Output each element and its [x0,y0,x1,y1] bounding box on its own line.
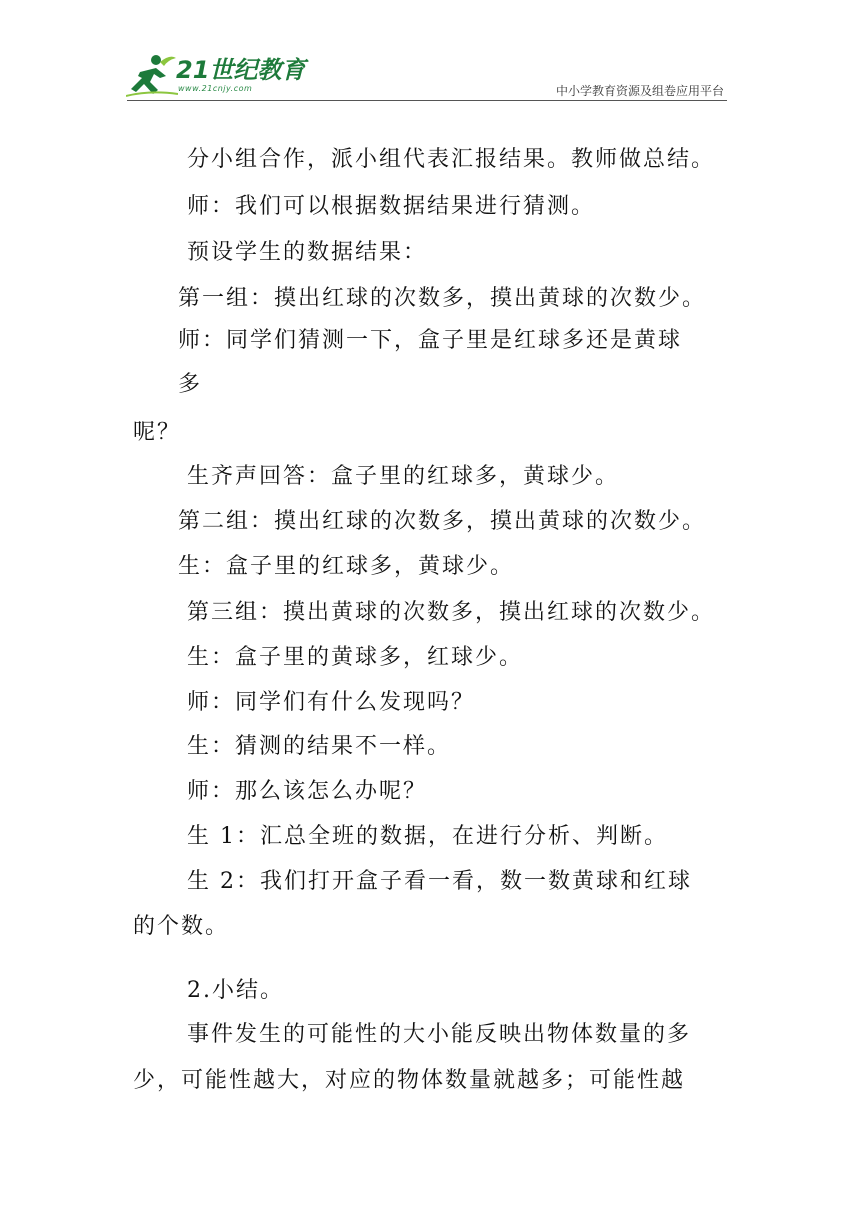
paragraph-line: 分小组合作，派小组代表汇报结果。教师做总结。 [187,147,716,172]
paragraph-line: 2.小结。 [187,978,284,1003]
paragraph-line: 师：我们可以根据数据结果进行猜测。 [187,194,596,219]
paragraph-line: 少，可能性越大，对应的物体数量就越多；可能性越 [133,1068,686,1093]
paragraph-line: 第二组：摸出红球的次数多，摸出黄球的次数少。 [178,509,707,534]
paragraph-line: 呢？ [133,420,182,445]
paragraph-line: 生：盒子里的红球多，黄球少。 [178,554,515,579]
logo-url: www.21cnjy.com [178,84,253,93]
paragraph-line: 生 1：汇总全班的数据，在进行分析、判断。 [187,824,668,849]
paragraph-line: 师：同学们猜测一下，盒子里是红球多还是黄球 [178,328,683,353]
runner-logo-icon [126,52,178,98]
paragraph-line: 师：同学们有什么发现吗？ [187,690,476,715]
paragraph-line: 事件发生的可能性的大小能反映出物体数量的多 [187,1022,692,1047]
paragraph-line: 多 [178,372,203,397]
paragraph-line: 师：那么该怎么办呢？ [187,779,428,804]
header-divider [127,100,727,101]
paragraph-line: 生齐声回答：盒子里的红球多，黄球少。 [187,464,620,489]
paragraph-line: 第一组：摸出红球的次数多，摸出黄球的次数少。 [178,286,707,311]
paragraph-line: 第三组：摸出黄球的次数多，摸出红球的次数少。 [187,600,716,625]
paragraph-line: 预设学生的数据结果： [187,240,428,265]
paragraph-line: 的个数。 [133,914,230,939]
paragraph-line: 生：猜测的结果不一样。 [187,734,452,759]
paragraph-line: 生：盒子里的黄球多，红球少。 [187,645,524,670]
platform-name: 中小学教育资源及组卷应用平台 [555,84,724,98]
page-header [0,0,860,110]
logo-title: 21世纪教育 [176,56,306,84]
paragraph-line: 生 2：我们打开盒子看一看，数一数黄球和红球 [187,869,692,894]
logo [126,52,306,102]
